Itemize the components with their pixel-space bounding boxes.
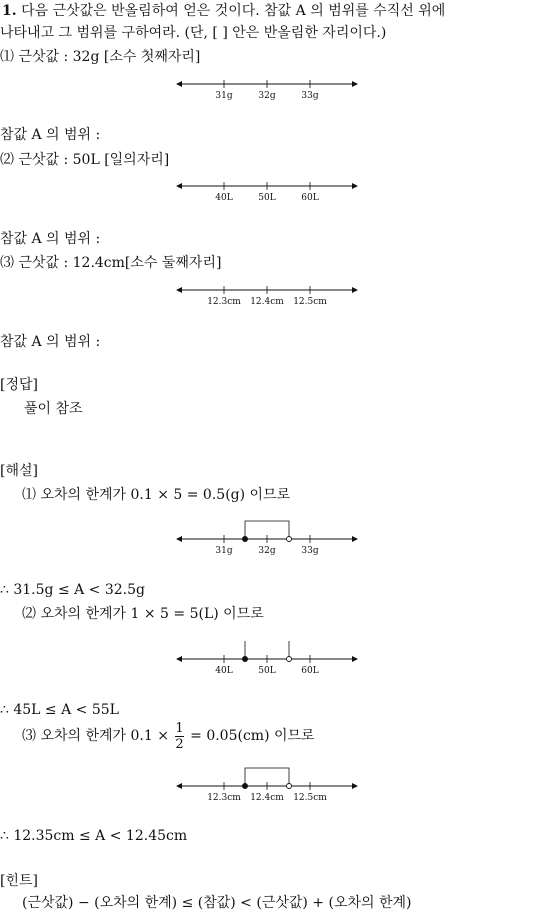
q1-line-tick-label-3: 33g: [301, 91, 319, 101]
s3-line-tick-label-3: 12.5cm: [293, 793, 327, 803]
explanation-item3-text: [22, 718, 315, 754]
item3-answer-prompt: 참값 A 의 범위 :: [0, 334, 101, 350]
item2-label: ⑵ 근삿값 : 50L [일의자리]: [0, 152, 170, 168]
q3-line-arrow-left: [176, 287, 182, 293]
q1-line-arrow-left: [176, 81, 182, 87]
item3-label: ⑶ 근삿값 : 12.4cm[소수 둘째자리]: [0, 255, 222, 271]
item1-answer-prompt: 참값 A 의 범위 :: [0, 127, 101, 143]
item2-answer-prompt: 참값 A 의 범위 :: [0, 231, 101, 247]
q3-line-tick-label-2: 12.4cm: [250, 297, 284, 307]
item1-label: ⑴ 근삿값 : 32g [소수 첫째자리]: [0, 49, 201, 65]
s2-line-tick-label-2: 50L: [258, 666, 276, 676]
fraction-denominator: 2: [175, 736, 184, 752]
fraction-numerator: 1: [175, 720, 184, 736]
s2-line-open-point: [287, 657, 292, 662]
q2-line-tick-label-1: 40L: [215, 193, 233, 203]
answer-text: 풀이 참조: [24, 401, 83, 417]
explanation-item1-result: ∴ 31.5g ≤ A < 32.5g: [0, 582, 145, 598]
explanation-item3-text-after: = 0.05(cm) 이므로: [190, 728, 315, 744]
s3-line-range-bracket: [245, 768, 289, 786]
q2-line-arrow-left: [176, 183, 182, 189]
s3-line-open-point: [287, 784, 292, 789]
explanation-item2-result: ∴ 45L ≤ A < 55L: [0, 702, 119, 718]
s2-line-arrow-left: [176, 656, 182, 662]
q1-line-arrow-right: [352, 81, 358, 87]
explanation-item1-text: ⑴ 오차의 한계가 0.1 × 5 = 0.5(g) 이므로: [22, 487, 291, 503]
s2-line-tick-label-3: 60L: [301, 666, 319, 676]
s3-line-tick-label-1: 12.3cm: [207, 793, 241, 803]
problem-text-line1: [2, 2, 445, 20]
answer-header: [정답]: [0, 377, 38, 393]
q1-line-tick-label-2: 32g: [258, 91, 276, 101]
explanation-item2-text: ⑵ 오차의 한계가 1 × 5 = 5(L) 이므로: [22, 606, 264, 622]
s3-line-closed-point: [243, 784, 248, 789]
s1-line-tick-label-1: 31g: [215, 546, 233, 556]
s1-line-range-bracket: [245, 521, 289, 539]
s2-line-closed-point: [243, 657, 248, 662]
s2-line-tick-label-1: 40L: [215, 666, 233, 676]
q1-line-tick-label-1: 31g: [215, 91, 233, 101]
explanation-item3-result: ∴ 12.35cm ≤ A < 12.45cm: [0, 828, 188, 844]
s3-line-arrow-left: [176, 783, 182, 789]
s3-line-tick-label-2: 12.4cm: [250, 793, 284, 803]
s1-line-arrow-right: [352, 536, 358, 542]
q3-line-tick-label-3: 12.5cm: [293, 297, 327, 307]
q3-line-arrow-right: [352, 287, 358, 293]
s1-line-tick-label-2: 32g: [258, 546, 276, 556]
q2-line-tick-label-2: 50L: [258, 193, 276, 203]
explanation-item3-text-before: ⑶ 오차의 한계가 0.1 ×: [22, 728, 169, 744]
s3-line-arrow-right: [352, 783, 358, 789]
problem-number: 1.: [2, 3, 17, 19]
s1-line-arrow-left: [176, 536, 182, 542]
problem-sentence: 다음 근삿값은 반올림하여 얻은 것이다. 참값 A 의 범위를 수직선 위에: [21, 3, 446, 19]
explanation-header: [해설]: [0, 463, 38, 479]
hint-header: [힌트]: [0, 873, 38, 889]
problem-text-line2: 나타내고 그 범위를 구하여라. (단, [ ] 안은 반올림한 자리이다.): [0, 25, 387, 41]
s1-line-open-point: [287, 537, 292, 542]
q3-line-tick-label-1: 12.3cm: [207, 297, 241, 307]
q2-line-tick-label-3: 60L: [301, 193, 319, 203]
fraction-one-half: [175, 721, 183, 752]
s1-line-closed-point: [243, 537, 248, 542]
q2-line-arrow-right: [352, 183, 358, 189]
hint-text: (근삿값) − (오차의 한계) ≤ (참값) < (근삿값) + (오차의 한계): [22, 895, 412, 911]
s1-line-tick-label-3: 33g: [301, 546, 319, 556]
s2-line-arrow-right: [352, 656, 358, 662]
